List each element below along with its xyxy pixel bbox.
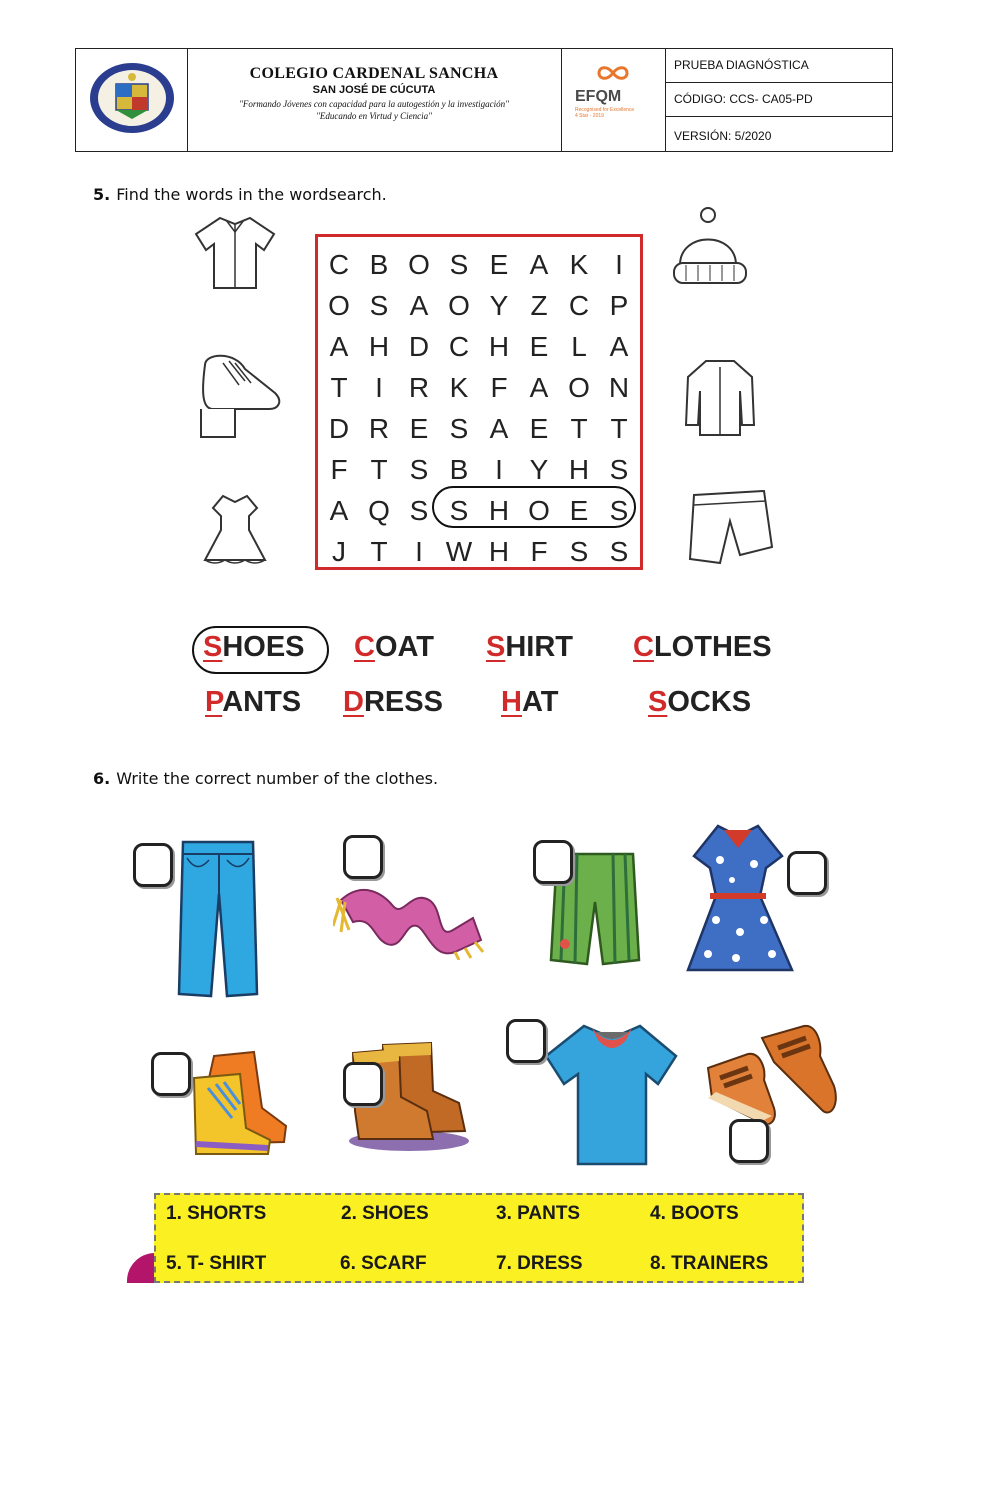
grid-letter: E xyxy=(529,413,549,444)
svg-text:Recognised for Excellence: Recognised for Excellence xyxy=(575,107,635,113)
grid-letter: T xyxy=(330,372,348,403)
grid-letter: S xyxy=(569,536,589,567)
answer-box-scarf[interactable] xyxy=(343,835,383,879)
grid-letter: Z xyxy=(530,290,548,321)
grid-letter: D xyxy=(328,413,350,444)
grid-letter: B xyxy=(369,249,389,280)
grid-letter: S xyxy=(409,454,429,485)
grid-letter: T xyxy=(370,536,388,567)
grid-letter: S xyxy=(449,413,469,444)
grid-letter: S xyxy=(609,454,629,485)
grid-letter: T xyxy=(610,413,628,444)
grid-letter: L xyxy=(571,331,587,362)
grid-letter: T xyxy=(370,454,388,485)
grid-letter: C xyxy=(328,249,350,280)
question-6-number: 6. xyxy=(93,769,111,788)
word-search-grid xyxy=(315,234,643,570)
grid-letter: K xyxy=(569,249,589,280)
grid-letter: E xyxy=(529,331,549,362)
answer-box-jeans[interactable] xyxy=(133,843,173,887)
grid-letter: A xyxy=(609,331,629,362)
grid-letter: O xyxy=(528,495,550,526)
document-version: VERSIÓN: 5/2020 xyxy=(674,129,772,143)
school-crest-logo xyxy=(76,49,187,149)
shoes-picture xyxy=(702,1022,842,1148)
grid-letter: O xyxy=(408,249,430,280)
word-shirt: SHIRT xyxy=(486,631,574,663)
grid-letter: C xyxy=(568,290,590,321)
efqm-cell xyxy=(561,49,666,151)
grid-letter: Y xyxy=(489,290,509,321)
grid-letter: B xyxy=(449,454,469,485)
grid-letter: W xyxy=(445,536,473,567)
grid-letter: S xyxy=(369,290,389,321)
grid-letter: S xyxy=(449,249,469,280)
grid-letter: E xyxy=(569,495,589,526)
word-shoes: SHOES xyxy=(203,631,305,663)
answer-box-tshirt[interactable] xyxy=(506,1019,546,1063)
school-name: COLEGIO CARDENAL SANCHA xyxy=(249,65,499,82)
word-coat: COAT xyxy=(354,631,435,663)
key-item: 6. SCARF xyxy=(340,1253,427,1274)
grid-letter: S xyxy=(409,495,429,526)
answer-box-shoes[interactable] xyxy=(729,1119,769,1163)
grid-letter: S xyxy=(609,495,629,526)
grid-letter: F xyxy=(330,454,348,485)
grid-letter: H xyxy=(368,331,390,362)
key-item: 8. TRAINERS xyxy=(650,1253,769,1274)
answer-key xyxy=(154,1193,804,1283)
grid-letter: O xyxy=(328,290,350,321)
document-meta-cell xyxy=(665,49,892,151)
grid-letter: T xyxy=(570,413,588,444)
grid-letter: D xyxy=(408,331,430,362)
grid-letter: A xyxy=(529,249,549,280)
grid-letter: E xyxy=(409,413,429,444)
dress-drawing xyxy=(195,490,275,570)
grid-letter: Q xyxy=(368,495,390,526)
shorts-drawing xyxy=(684,485,779,580)
school-info-cell xyxy=(187,49,562,151)
grid-letter: I xyxy=(415,536,423,567)
svg-text:4 Star - 2019: 4 Star - 2019 xyxy=(575,113,604,119)
grid-letter: E xyxy=(489,249,509,280)
grid-letter: A xyxy=(529,372,549,403)
grid-letter: R xyxy=(408,372,430,403)
grid-letter: H xyxy=(488,331,510,362)
shoe-drawing xyxy=(195,345,285,440)
grid-letter: C xyxy=(448,331,470,362)
grid-letter: K xyxy=(449,372,469,403)
decorative-corner xyxy=(127,1253,157,1283)
school-city: SAN JOSÉ DE CÚCUTA xyxy=(312,84,436,96)
svg-text:EFQM: EFQM xyxy=(575,88,622,105)
grid-letter: Y xyxy=(529,454,549,485)
grid-letter: H xyxy=(488,495,510,526)
grid-letter: S xyxy=(449,495,469,526)
word-hat: HAT xyxy=(501,686,559,718)
grid-letter: A xyxy=(489,413,509,444)
question-5-text: Find the words in the wordsearch. xyxy=(116,185,387,204)
document-header xyxy=(75,48,893,152)
grid-letter: I xyxy=(375,372,383,403)
word-clothes: CLOTHES xyxy=(633,631,772,663)
grid-letter: A xyxy=(409,290,429,321)
school-motto: "Formando Jóvenes con capacidad para la autogestión y la investigación" xyxy=(239,99,509,109)
grid-letter: N xyxy=(608,372,630,403)
key-item: 2. SHOES xyxy=(341,1203,429,1224)
grid-letter: H xyxy=(568,454,590,485)
answer-box-dress[interactable] xyxy=(787,851,827,895)
question-6-text: Write the correct number of the clothes. xyxy=(116,769,439,788)
answer-box-boots[interactable] xyxy=(343,1062,383,1106)
grid-letter: H xyxy=(488,536,510,567)
tshirt-picture xyxy=(542,1020,680,1172)
trainers-picture xyxy=(190,1048,290,1158)
hat-drawing xyxy=(668,205,750,287)
answer-box-shorts[interactable] xyxy=(533,840,573,884)
grid-letter: A xyxy=(329,331,349,362)
grid-letter: J xyxy=(332,536,346,567)
key-item: 3. PANTS xyxy=(496,1203,581,1224)
grid-letter: O xyxy=(568,372,590,403)
document-code: CÓDIGO: CCS- CA05-PD xyxy=(665,83,892,117)
answer-box-trainers[interactable] xyxy=(151,1052,191,1096)
key-item: 4. BOOTS xyxy=(650,1203,739,1224)
shirt-drawing xyxy=(190,212,280,292)
document-type: PRUEBA DIAGNÓSTICA xyxy=(665,49,892,83)
grid-letter: F xyxy=(530,536,548,567)
key-item: 5. T- SHIRT xyxy=(166,1253,267,1274)
grid-letter: P xyxy=(609,290,629,321)
grid-letter: O xyxy=(448,290,470,321)
question-5-instruction xyxy=(93,185,387,204)
grid-letter: F xyxy=(490,372,508,403)
efqm-logo xyxy=(561,49,665,149)
word-socks: SOCKS xyxy=(648,686,752,718)
dress-picture xyxy=(680,820,798,980)
school-crest-cell xyxy=(76,49,188,151)
word-dress: DRESS xyxy=(343,686,443,718)
grid-letter: S xyxy=(609,536,629,567)
grid-letter: I xyxy=(615,249,623,280)
key-item: 7. DRESS xyxy=(496,1253,583,1274)
word-pants: PANTS xyxy=(205,686,302,718)
grid-letter: A xyxy=(329,495,349,526)
grid-letter: R xyxy=(368,413,390,444)
question-5-number: 5. xyxy=(93,185,111,204)
grid-letter: I xyxy=(495,454,503,485)
question-6-instruction xyxy=(93,769,438,788)
key-item: 1. SHORTS xyxy=(166,1203,267,1224)
jeans-picture xyxy=(175,838,260,1000)
coat-drawing xyxy=(680,355,760,440)
school-motto-2: "Educando en Virtud y Ciencia" xyxy=(316,111,432,121)
